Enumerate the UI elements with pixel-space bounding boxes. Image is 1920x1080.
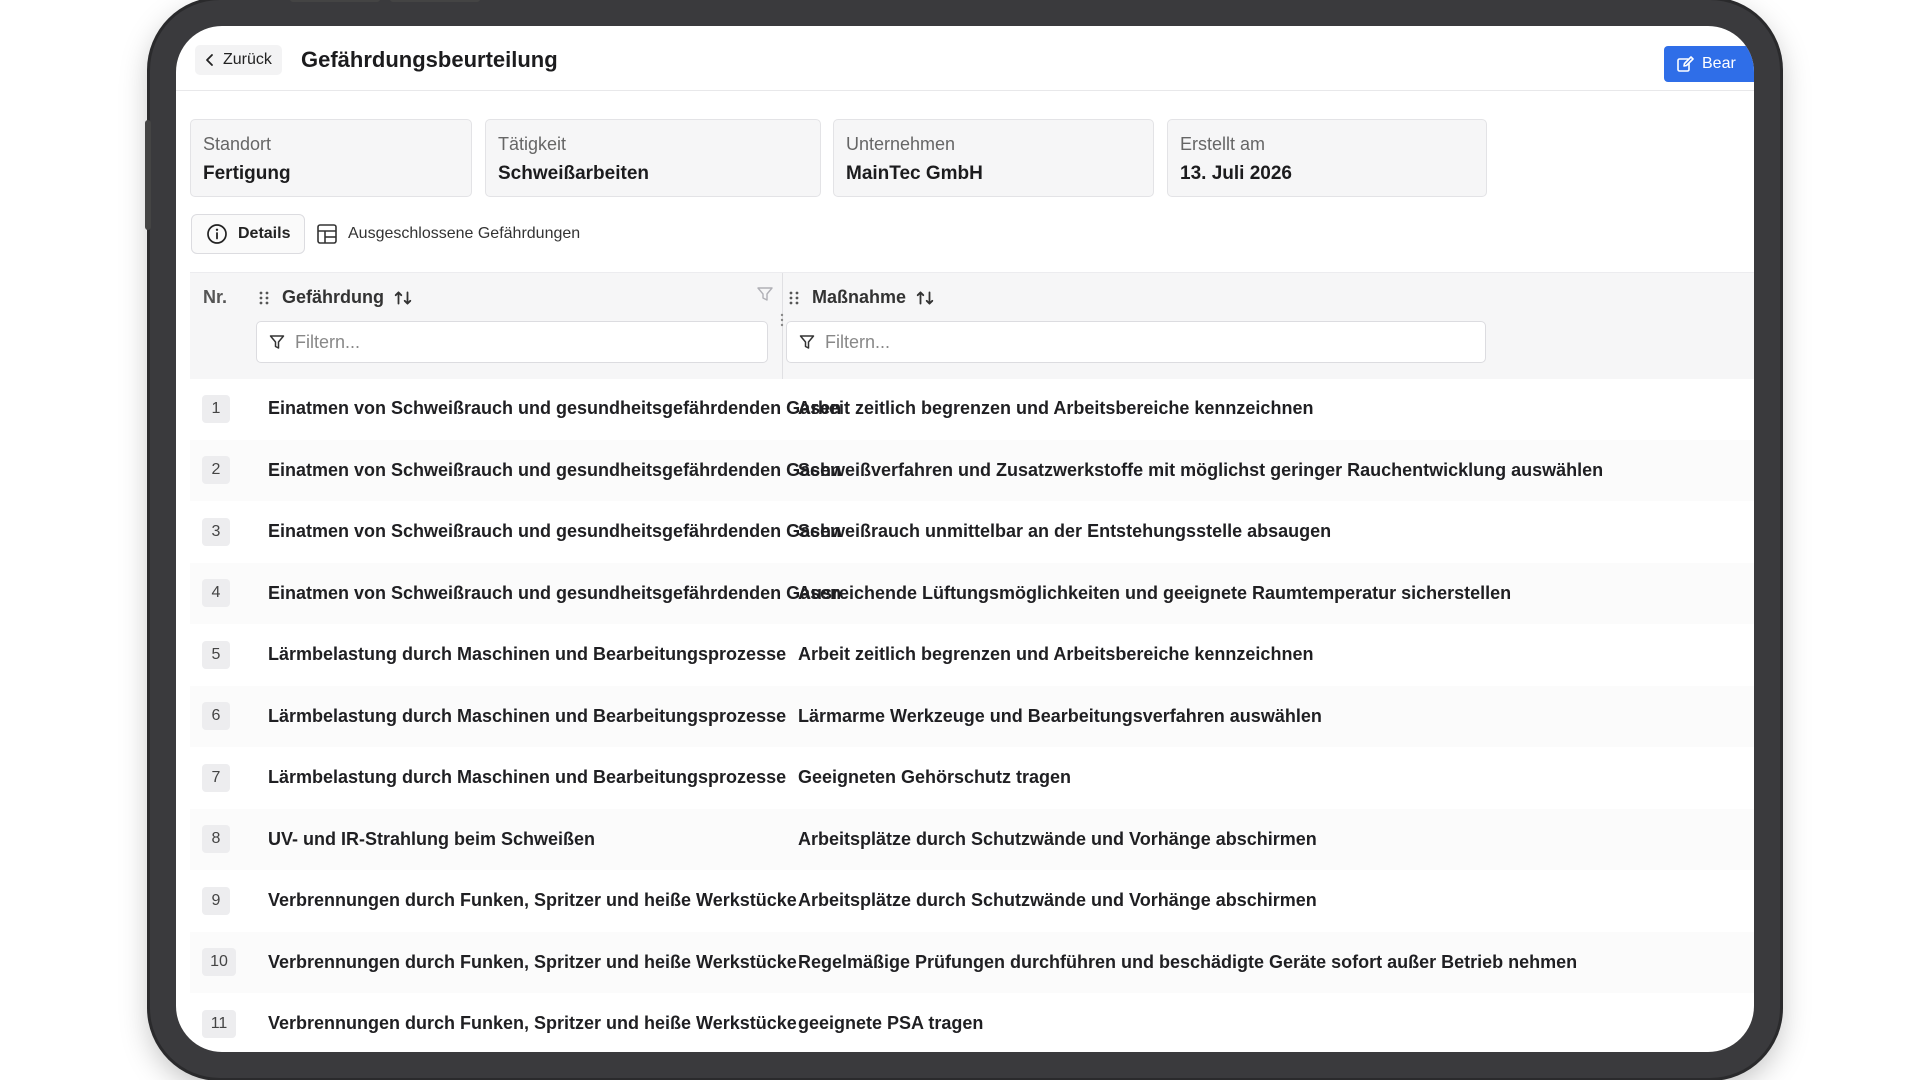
cell-gefaehrdung: Einatmen von Schweißrauch und gesundheitsgefährdenden Gasen (268, 521, 842, 542)
row-number: 7 (202, 764, 230, 792)
info-label: Unternehmen (846, 134, 956, 154)
info-card-unternehmen (833, 119, 1154, 197)
cell-gefaehrdung: Lärmbelastung durch Maschinen und Bearbeitungsprozesse (268, 644, 787, 665)
filter-gefaehrdung-field[interactable] (256, 321, 768, 363)
table-row[interactable] (190, 378, 1754, 440)
filter-massnahme-input[interactable] (823, 331, 1485, 354)
row-number: 1 (202, 395, 230, 423)
cell-massnahme: Arbeit zeitlich begrenzen und Arbeitsbereiche kennzeichnen (798, 398, 1314, 419)
row-number: 5 (202, 641, 230, 669)
row-number: 4 (202, 579, 230, 607)
info-value: Fertigung (203, 163, 291, 184)
info-card-erstellt-am (1167, 119, 1487, 197)
cell-massnahme: Arbeit zeitlich begrenzen und Arbeitsbereiche kennzeichnen (798, 644, 1314, 665)
info-value: 13. Juli 2026 (1180, 163, 1292, 184)
table-row[interactable] (190, 440, 1754, 502)
back-button[interactable] (195, 45, 282, 75)
column-title: Maßnahme (812, 287, 907, 307)
cell-gefaehrdung: Lärmbelastung durch Maschinen und Bearbeitungsprozesse (268, 705, 787, 726)
cell-massnahme: Ausreichende Lüftungsmöglichkeiten und geeignete Raumtemperatur sicherstellen (798, 582, 1512, 603)
column-header-nr[interactable]: Nr. (203, 287, 228, 307)
tab-label: Ausgeschlossene Gefährdungen (348, 225, 581, 242)
column-title: Gefährdung (282, 287, 384, 307)
table-row[interactable] (190, 870, 1754, 932)
table-row[interactable] (190, 686, 1754, 748)
cell-massnahme: Geeigneten Gehörschutz tragen (798, 767, 1072, 788)
table-row[interactable] (190, 993, 1754, 1052)
row-number: 8 (202, 825, 230, 853)
table-row[interactable] (190, 563, 1754, 625)
info-label: Erstellt am (1180, 134, 1266, 154)
table-row[interactable] (190, 747, 1754, 809)
cell-massnahme: Schweißrauch unmittelbar an der Entstehungsstelle absaugen (798, 521, 1332, 542)
table-row[interactable] (190, 932, 1754, 994)
row-number: 10 (202, 948, 236, 976)
column-filter-icon[interactable] (756, 285, 774, 303)
tab-ausgeschlossene-gefaehrdungen[interactable] (316, 214, 580, 254)
sort-icon[interactable] (916, 289, 934, 307)
sort-icon[interactable] (394, 289, 412, 307)
cell-gefaehrdung: Einatmen von Schweißrauch und gesundheitsgefährdenden Gasen (268, 398, 842, 419)
cell-massnahme: Arbeitsplätze durch Schutzwände und Vorhänge abschirmen (798, 890, 1317, 911)
info-value: MainTec GmbH (846, 163, 983, 184)
app-screen (176, 26, 1754, 1052)
filter-gefaehrdung-input[interactable] (293, 331, 767, 354)
cell-massnahme: Schweißverfahren und Zusatzwerkstoffe mit möglichst geringer Rauchentwicklung auswählen (798, 459, 1604, 480)
back-button-label: Zurück (223, 51, 272, 68)
cell-gefaehrdung: UV- und IR-Strahlung beim Schweißen (268, 828, 596, 849)
info-label: Standort (203, 134, 272, 154)
drag-handle-icon[interactable] (786, 290, 802, 306)
cell-massnahme: Lärmarme Werkzeuge und Bearbeitungsverfahren auswählen (798, 705, 1322, 726)
info-card-taetigkeit (485, 119, 821, 197)
cell-massnahme: Arbeitsplätze durch Schutzwände und Vorhänge abschirmen (798, 828, 1317, 849)
chevron-left-icon (203, 53, 217, 67)
filter-icon (799, 334, 815, 350)
column-header-massnahme[interactable] (786, 287, 934, 308)
column-header-gefaehrdung[interactable] (256, 287, 412, 308)
info-value: Schweißarbeiten (498, 163, 649, 184)
filter-icon (269, 334, 285, 350)
table-body (190, 378, 1754, 1052)
edit-button[interactable] (1664, 46, 1754, 82)
row-number: 3 (202, 518, 230, 546)
tablet-frame (150, 0, 1780, 1078)
hazard-table (190, 272, 1754, 1052)
cell-gefaehrdung: Einatmen von Schweißrauch und gesundheitsgefährdenden Gasen (268, 459, 842, 480)
row-number: 11 (202, 1010, 236, 1038)
info-label: Tätigkeit (498, 134, 567, 154)
cell-gefaehrdung: Verbrennungen durch Funken, Spritzer und heiße Werkstücke (268, 890, 797, 911)
info-card-standort (190, 119, 472, 197)
device-button (290, 0, 380, 2)
table-row[interactable] (190, 501, 1754, 563)
cell-gefaehrdung: Einatmen von Schweißrauch und gesundheitsgefährdenden Gasen (268, 582, 842, 603)
table-row[interactable] (190, 809, 1754, 871)
edit-button-label: Bear (1702, 55, 1736, 72)
cell-massnahme: Regelmäßige Prüfungen durchführen und beschädigte Geräte sofort außer Betrieb nehmen (798, 951, 1578, 972)
tab-label: Details (238, 225, 291, 242)
row-number: 9 (202, 887, 230, 915)
info-circle-icon (206, 223, 228, 245)
drag-handle-icon[interactable] (256, 290, 272, 306)
row-number: 2 (202, 456, 230, 484)
table-header (190, 272, 1754, 379)
table-icon (316, 223, 338, 245)
tab-details[interactable] (191, 214, 305, 254)
cell-gefaehrdung: Verbrennungen durch Funken, Spritzer und heiße Werkstücke (268, 951, 797, 972)
filter-massnahme-field[interactable] (786, 321, 1486, 363)
cell-massnahme: geeignete PSA tragen (798, 1013, 984, 1034)
pencil-icon (1676, 55, 1694, 73)
row-number: 6 (202, 702, 230, 730)
device-button (390, 0, 480, 2)
page-header (176, 26, 1754, 91)
device-button (145, 120, 151, 230)
page-title: Gefährdungsbeurteilung (301, 47, 558, 72)
cell-gefaehrdung: Verbrennungen durch Funken, Spritzer und heiße Werkstücke (268, 1013, 797, 1034)
table-row[interactable] (190, 624, 1754, 686)
cell-gefaehrdung: Lärmbelastung durch Maschinen und Bearbeitungsprozesse (268, 767, 787, 788)
